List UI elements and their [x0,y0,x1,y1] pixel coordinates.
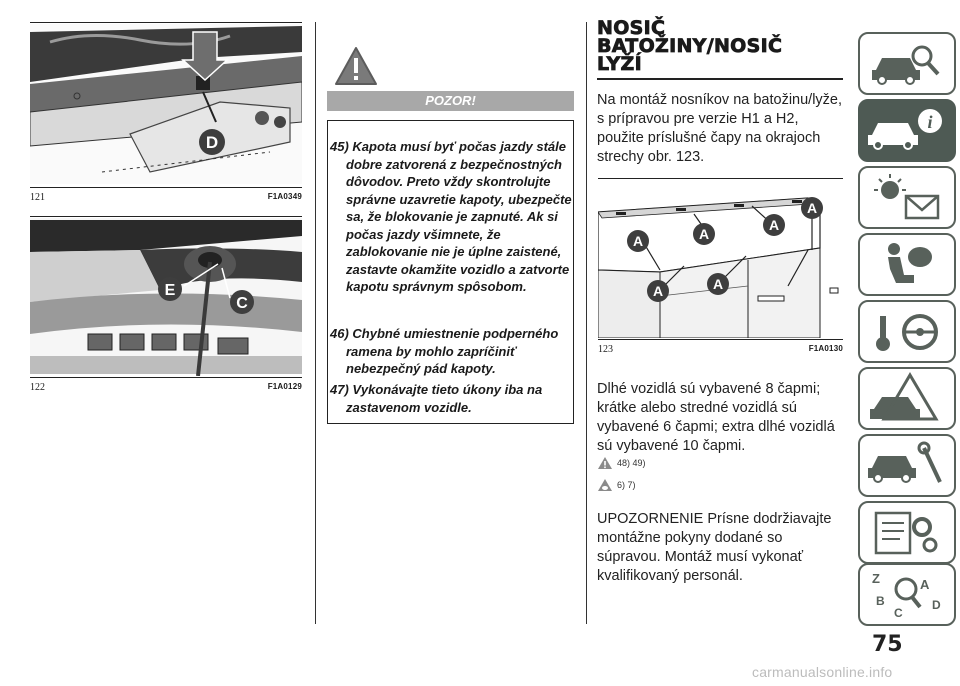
alphabetical-index-icon [860,565,954,624]
svg-text:A: A [768,217,780,233]
figure-code: F1A0349 [267,192,302,201]
airbag-seat-icon [860,235,954,294]
note-paragraph: UPOZORNENIE Prísne dodržiavajte montážne pokyny dodané so súpravou. Montáž musí vykonať kvalifikovaný personál. [597,511,832,584]
callout-d: D [205,133,219,152]
warning-title: POZOR! [327,91,574,111]
warning-triangle-icon [597,456,613,470]
figure-number: 122 [30,382,45,393]
breakdown-triangle-icon [860,369,954,428]
oil-drop-caution-icon [597,478,613,492]
figure-number: 121 [30,192,45,203]
warning-item [330,138,574,296]
warning-lights-envelope-icon [860,168,954,227]
tab-emergency[interactable] [858,367,956,430]
key-steering-wheel-icon [860,302,954,361]
svg-text:A: A [712,276,724,292]
car-wrench-icon [860,436,954,495]
title-rule [597,78,843,80]
page-number: 75 [872,632,903,657]
warning-item [330,325,574,378]
van-roof-pins-drawing [598,178,843,338]
figure-code: F1A0129 [267,382,302,391]
car-info-icon [860,101,954,160]
warning-item-number: 47) [330,382,349,397]
warning-item [330,381,574,416]
svg-text:C: C [894,606,903,620]
hood-support-rod-photo [30,216,302,376]
caution-reference-numbers: 6) 7) [617,480,636,490]
warning-reference-numbers: 48) 49) [617,458,646,468]
figure-123 [598,178,843,360]
variants-paragraph: Dlhé vozidlá sú vybavené 8 čapmi; krátke alebo stredné vozidlá sú vybavené 6 čapmi; extra dlhé vozidlá sú vybavené 10 čapmi. [597,381,835,454]
warning-item-text: Vykonávajte tieto úkony iba na zastavenom vozidle. [346,382,543,415]
warning-reference [597,456,646,470]
specifications-gears-icon [860,503,954,562]
svg-text:A: A [632,233,644,249]
svg-text:B: B [876,594,885,608]
warning-item-text: Kapota musí byť počas jazdy stále dobre zatvorená z bezpečnostných dôvodov. Preto vždy skontrolujte správne uzavretie kapoty, ubezpečte sa, že blokovanie je zapnuté. Ak si počas jazdy všimnete, že zablokovanie nie je úplne zaistené, zastavte okamžite vozidlo a zatvorte kapotu správnym spôsobom. [346,139,572,294]
hood-latch-photo [30,22,302,186]
column-divider [315,22,316,624]
column-divider [586,22,587,624]
warning-item-text: Chybné umiestnenie podperného ramena by mohlo zapríčiniť nebezpečný pád kapoty. [346,326,559,376]
car-search-icon [860,34,954,93]
tab-technical-data[interactable] [858,501,956,564]
site-watermark: carmanualsonline.info [752,664,893,680]
figure-121 [30,22,302,206]
tab-safety-info[interactable] [858,99,956,162]
warning-item-number: 45) [330,139,349,154]
tab-maintenance[interactable] [858,434,956,497]
callout-c: C [236,295,248,312]
svg-text:A: A [698,226,710,242]
intro-paragraph: Na montáž nosníkov na batožinu/lyže, s prípravou pre verzie H1 a H2, použite príslušné čapy na okrajoch strechy obr. 123. [597,92,843,165]
svg-text:A: A [652,283,664,299]
tab-starting-driving[interactable] [858,300,956,363]
caution-reference [597,478,636,492]
warning-item-number: 46) [330,326,349,341]
warning-triangle-icon [334,46,378,86]
svg-text:Z: Z [872,571,880,586]
svg-text:D: D [932,598,941,612]
figure-122 [30,216,302,396]
svg-text:i: i [927,112,933,132]
tab-getting-to-know-vehicle[interactable] [858,32,956,95]
section-title-line: BATOŽINY/NOSIČ [597,35,783,57]
svg-text:A: A [920,577,930,592]
callout-e: E [164,282,176,299]
section-title [597,19,782,73]
figure-number: 123 [598,344,613,355]
section-title-line: LYŽÍ [597,53,642,75]
figure-code: F1A0130 [808,344,843,353]
tab-warning-lights[interactable] [858,166,956,229]
tab-index[interactable] [858,563,956,626]
tab-safety[interactable] [858,233,956,296]
section-title-line: NOSIČ [597,17,666,39]
svg-text:A: A [806,200,818,216]
